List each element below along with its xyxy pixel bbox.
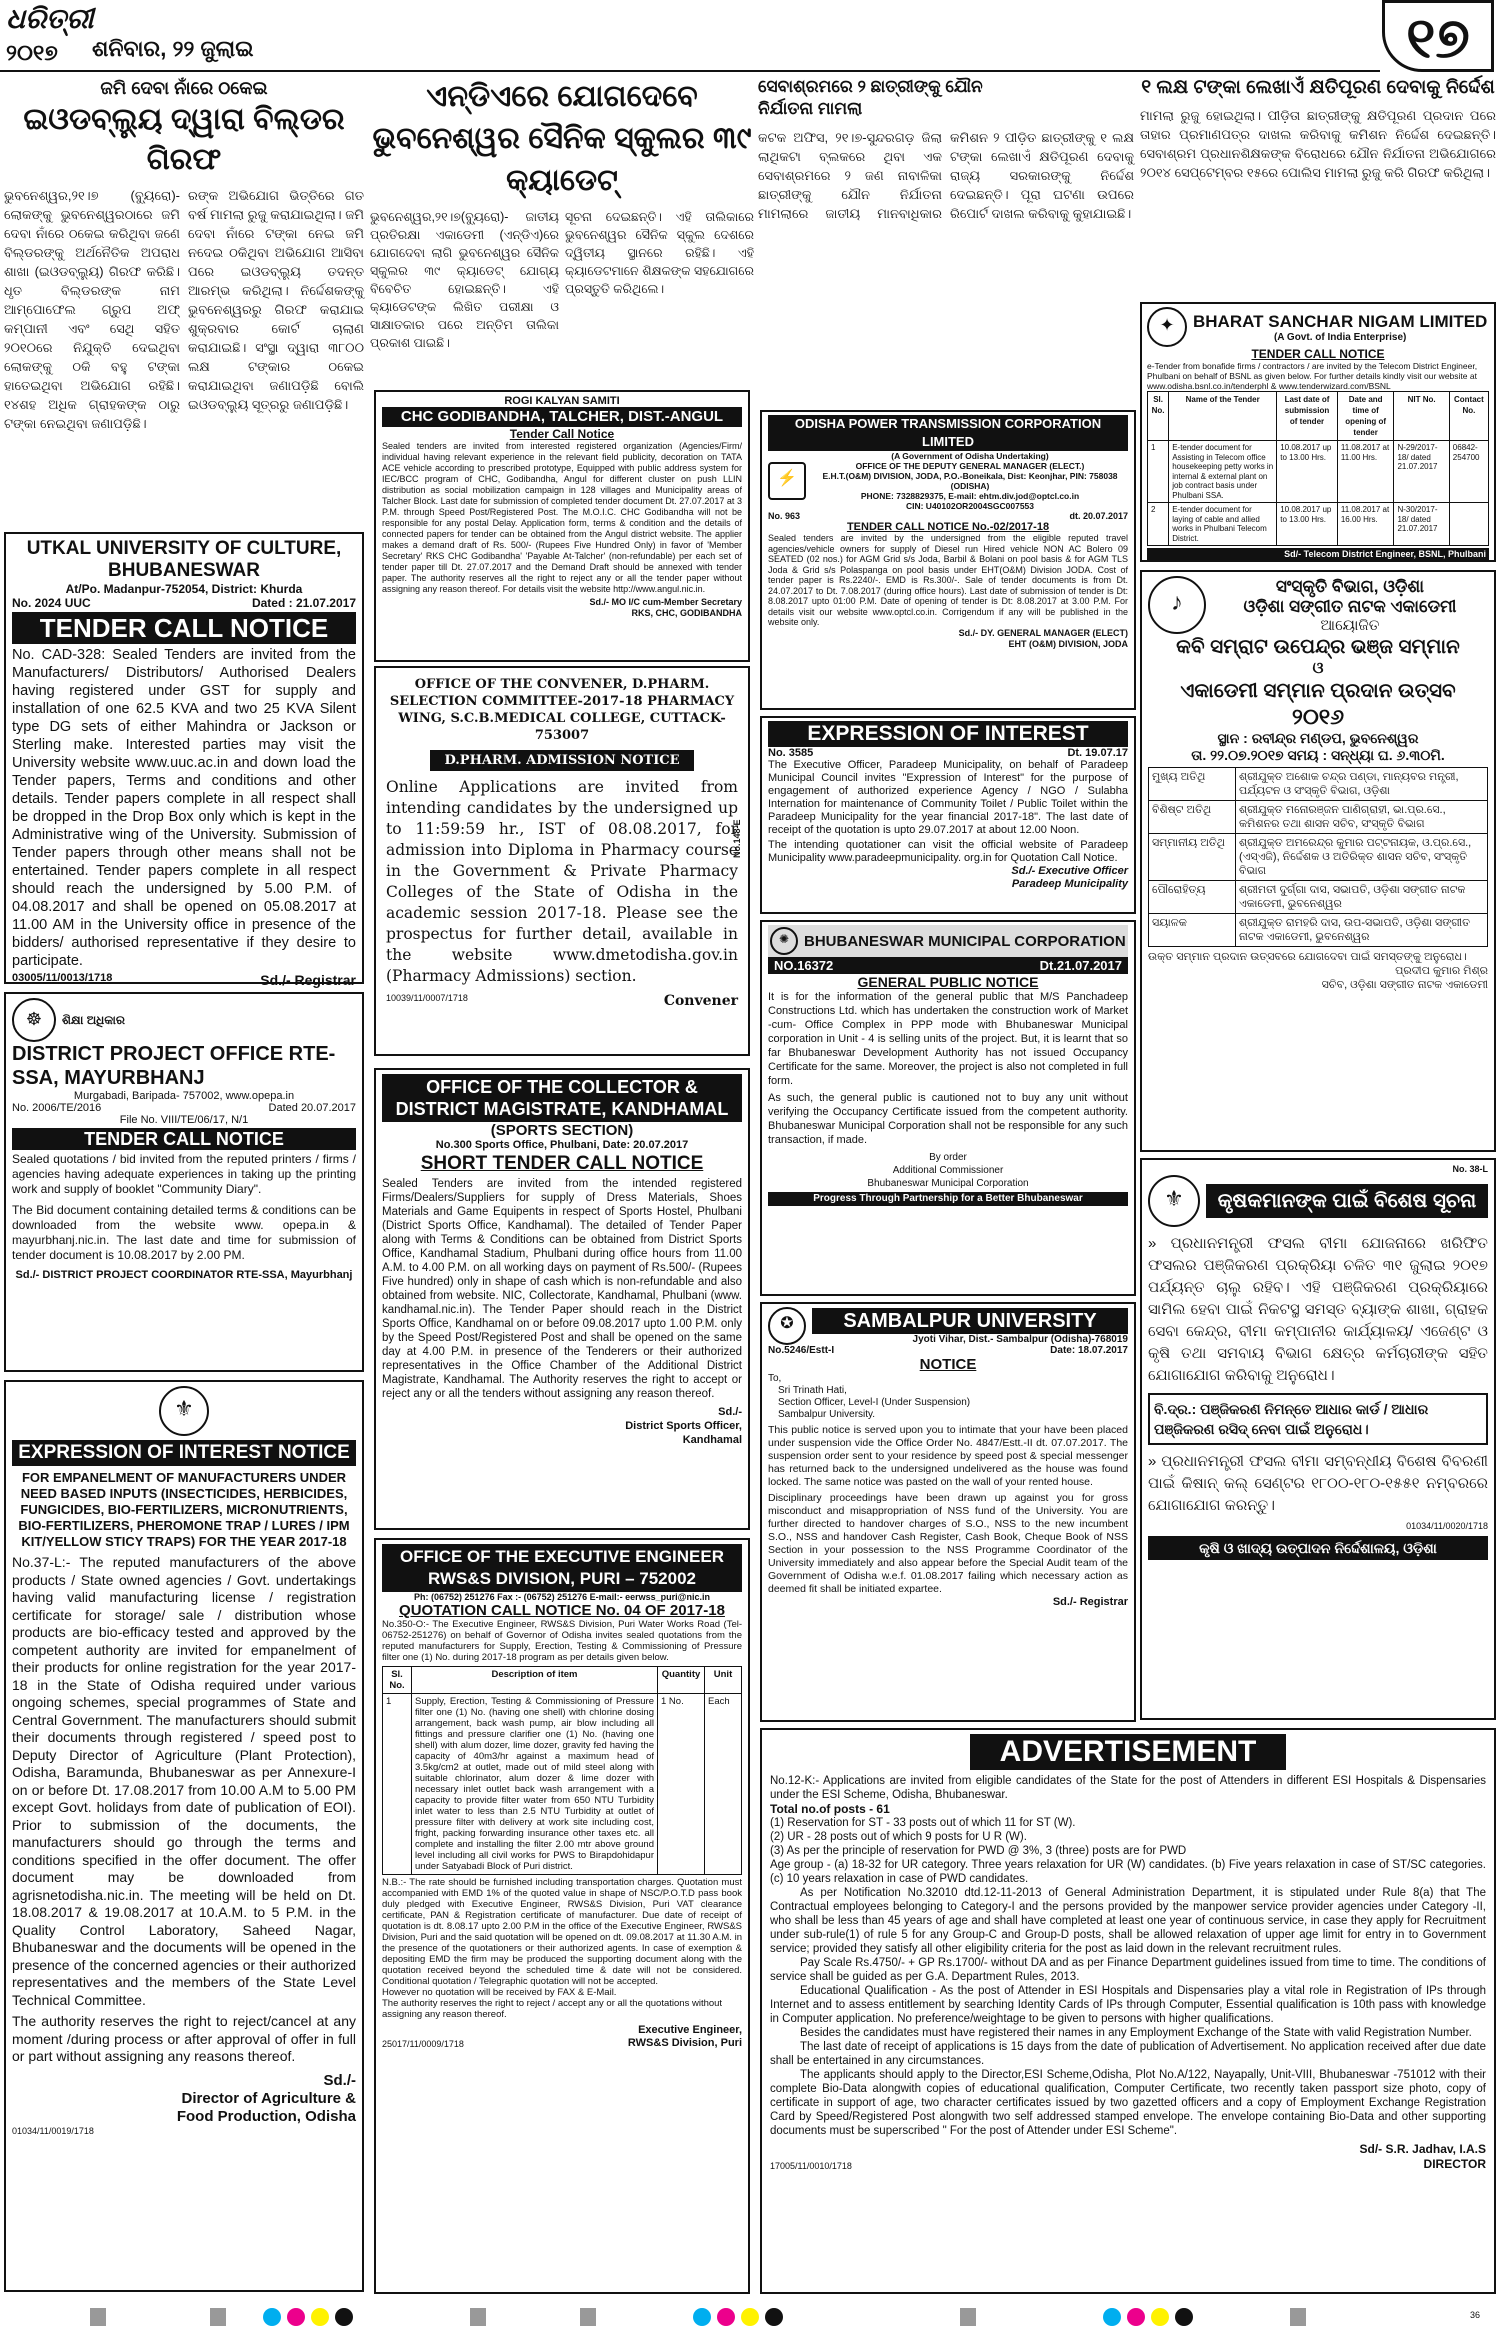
table-cell: ମୁଖ୍ୟ ଅତିଥି	[1149, 768, 1236, 801]
addressee: To,	[768, 1373, 782, 1384]
grey-swatch	[470, 2308, 486, 2326]
table-cell: 2	[1148, 503, 1169, 546]
ad-code: 25017/11/0009/1718	[382, 2039, 464, 2049]
table-cell: ବିଶିଷ୍ଟ ଅତିଥି	[1149, 801, 1236, 834]
ad-signature: Sd/- S.R. Jadhav, I.A.S	[1359, 2142, 1486, 2156]
table-cell: ଶ୍ରୀମତୀ ଦୁର୍ଗ୍ଗା ଦାସ, ସଭାପତି, ଓଡ଼ିଶା ସଙ୍ଗୀତ ନାଟକ ଏକାଡେମୀ, ଭୁବନେଶ୍ୱର	[1236, 881, 1488, 914]
award-conj: ଓ	[1312, 660, 1324, 677]
event-venue: ସ୍ଥାନ : ରବୀନ୍ଦ୍ର ମଣ୍ଡପ, ଭୁବନେଶ୍ୱର	[1217, 730, 1419, 746]
ad-title: ODISHA POWER TRANSMISSION CORPORATION LIMITED	[768, 415, 1128, 451]
table-cell: 06842-254700	[1449, 441, 1488, 503]
table-cell: ଶ୍ରୀଯୁକ୍ତ ଅମରେନ୍ଦ୍ର କୁମାର ପଟ୍ଟନାୟକ, ଓ.ପ୍ର.ସେ., (ଏସ୍‌ଏଜି), ନିର୍ଦ୍ଦେଶକ ଓ ଅତିରିକ୍ତ ଶାସନ ସଚିବ, ସଂସ୍କୃତି ବିଭାଗ	[1236, 834, 1488, 881]
ad-date: dt. 20.07.2017	[1069, 511, 1128, 521]
ad-eoi-agriculture	[4, 1380, 364, 2292]
ad-date: Dt.21.07.2017	[1039, 958, 1122, 973]
notice-heading: TENDER CALL NOTICE	[1251, 347, 1385, 361]
ad-footer: କୃଷି ଓ ଖାଦ୍ୟ ଉତ୍ପାଦନ ନିର୍ଦ୍ଦେଶାଳୟ, ଓଡ଼ିଶା	[1148, 1536, 1488, 1560]
ad-dpharm-admission	[374, 666, 750, 1056]
table-row	[1149, 881, 1488, 914]
ad-body: Sealed quotations / bid invited from the reputed printers / firms / agencies having adequate experiences in taking up the printing work and supply of booklet "Community Diary".	[12, 1152, 356, 1196]
table-cell: ଶ୍ରୀଯୁକ୍ତ ଅଶୋକ ଚନ୍ଦ୍ର ପଣ୍ଡା, ମାନ୍ୟବର ମନ୍ତ୍ରୀ, ପର୍ଯ୍ୟଟନ ଓ ସଂସ୍କୃତି ବିଭାଗ, ଓଡ଼ିଶା	[1236, 768, 1488, 801]
ad-subtitle: CIN: U40102OR2004SGC007553	[905, 501, 1035, 511]
table-cell: 10.08.2017 up to 13.00 Hrs.	[1277, 441, 1338, 503]
ad-signature: Additional Commissioner	[892, 1165, 1004, 1176]
ad-body: The Bid document containing detailed terms & conditions can be downloaded from the website www. opepa.in & mayurbhanj.nic.in. The last date and time for submission of tender document is 10.08.2017 by 2.00 PM.	[12, 1203, 356, 1262]
ad-signature: RWS&S Division, Puri	[627, 2037, 742, 2049]
ad-body: This public notice is served upon you to intimate that your have been placed under suspension vide the Office Order No. 4847/Estt.-II dt. 07.07.2017. The suspension order sent to your residence by speed post & special messenger has returned back to the undersigned undelivered as the house was found locked. The same notice was pasted on the wall of your rented house.	[768, 1424, 1128, 1488]
ad-address: At/Po. Madanpur-752054, District: Khurda	[65, 582, 303, 596]
ad-body: » ପ୍ରଧାନମନ୍ତ୍ରୀ ଫସଲ ବୀମା ଯୋଜନାରେ ଖରିଫିତ ଫସଲର ପଞ୍ଜିକରଣ ପ୍ରକ୍ରିୟା ଚଳିତ ୩୧ ଜୁଲାଇ ୨୦୧୭ ପର୍ଯ୍ୟନ୍ତ ଚାଲୁ ରହିବ। ଏହି ପଞ୍ଜିକରଣ ପ୍ରକ୍ରିୟାରେ ସାମିଲ ହେବା ପାଇଁ ନିକଟସ୍ଥ ସମସ୍ତ ବ୍ୟାଙ୍କ ଶାଖା, ଗ୍ରାହକ ସେବା କେନ୍ଦ୍ର, ବୀମା କମ୍ପାନୀର କାର୍ଯ୍ୟାଳୟ/ ଏଜେଣ୍ଟ ଓ କୃଷି ତଥା ସମବାୟ ବିଭାଗ କ୍ଷେତ୍ର କର୍ମଚାରୀଙ୍କ ସହିତ ଯୋଗାଯୋଗ କରିବାକୁ ଅନୁରୋଧ।	[1148, 1235, 1488, 1384]
ad-body: As such, the general public is cautioned not to buy any unit without verifying the Occupancy Certificate issued from the competent authority. Bhubaneswar Municipal Corporation shall not be responsible for any such transaction, if made.	[768, 1092, 1128, 1146]
ad-total-posts: Total no.of posts - 61	[770, 1802, 890, 1816]
ad-signature: Sd./- Registrar	[260, 972, 356, 988]
black-dot	[1175, 2308, 1193, 2326]
ad-body: » ପ୍ରଧାନମନ୍ତ୍ରୀ ଫସଲ ବୀମା ସମ୍ବନ୍ଧୀୟ ବିଶେଷ ବିବରଣୀ ପାଇଁ କିଷାନ୍ କଲ୍ ସେଣ୍ଟର ୧୮୦୦-୧୮୦-୧୫୫୧ ନମ୍ବରରେ ଯୋଗାଯୋଗ କରନ୍ତୁ।	[1148, 1453, 1488, 1514]
table-cell: E-tender document for laying of cable and allied works in Phulbani Telecom District.	[1169, 503, 1277, 546]
story-compensation	[1140, 76, 1496, 276]
ad-body: However no quotation will be received by FAX & E-Mail.	[382, 1987, 617, 1998]
ad-optcl	[760, 410, 1136, 710]
award-name: ଏକାଡେମୀ ସମ୍ମାନ ପ୍ରଦାନ ଉତ୍ସବ	[1180, 680, 1456, 702]
story-body: ରଙ୍କ ଅଭିଯୋଗ ଭିତ୍ତିରେ ଗତ ବର୍ଷ ମାମଲା ରୁଜୁ କରାଯାଇଥିଲା। ଜମି ଦେବା ନାଁରେ ଟଙ୍କା ନେଇ ଜମି ନଦେଇ ଠକିଥିବା ଅଭିଯୋଗ ଆସିବା ପରେ ଇଓଡବ୍ଲ୍ୟୁ ତଦନ୍ତ ଆରମ୍ଭ କରିଥିଲା। ନିର୍ଦ୍ଦେଶକଙ୍କୁ ଭୁବନେଶ୍ୱରରୁ ଗିରଫ କରାଯାଇ ଶୁକ୍ରବାର କୋର୍ଟ ଚାଲାଣ କରାଯାଇଛି। ସଂସ୍ଥା ଦ୍ୱାରା ୩୮୦୦ ଲକ୍ଷ ଟଙ୍କାର ଠକେଇ କରାଯାଇଥିବା ଜଣାପଡ଼ିଛି ବୋଲି ଇଓଡବ୍ଲ୍ୟୁ ସୂତ୍ରରୁ ଜଣାପଡ଼ିଛି।	[188, 188, 364, 412]
ad-ref-no: No. 2024 UUC	[12, 596, 91, 610]
table-row	[1149, 914, 1488, 947]
ad-file-no: File No. VIII/TE/06/17, N/1	[119, 1114, 249, 1126]
ad-code: 01034/11/0019/1718	[12, 2125, 94, 2136]
academy-emblem-icon: ♪	[1148, 576, 1206, 634]
award-year: ୨୦୧୬	[1291, 704, 1345, 729]
ad-subtitle: E.H.T.(O&M) DIVISION, JODA, P.O.-Boneikala, Dist: Keonjhar, PIN: 758038 (ODISHA)	[822, 471, 1118, 491]
story-headline: ୧ ଲକ୍ଷ ଟଙ୍କା ଲେଖାଏଁ କ୍ଷତିପୂରଣ ଦେବାକୁ ନିର୍ଦ୍ଦେଶ	[1141, 77, 1495, 98]
ad-chc-godibandha	[374, 390, 750, 662]
table-cell: ଶ୍ରୀଯୁକ୍ତ ମନୋରଞ୍ଜନ ପାଣିଗ୍ରାହୀ, ଭା.ପ୍ର.ସେ., କମିଶନର ତଥା ଶାସନ ସଚିବ, ସଂସ୍କୃତି ବିଭାଗ	[1236, 801, 1488, 834]
ad-ref-no: NO.16372	[774, 958, 834, 973]
grey-swatch	[210, 2308, 226, 2326]
print-registration-strip	[0, 2300, 1500, 2335]
page-mark: 36	[1470, 2310, 1481, 2320]
cmyk-dots	[690, 2308, 790, 2328]
ad-signature: ସଚିବ, ଓଡ଼ିଶା ସଙ୍ଗୀତ ନାଟକ ଏକାଡେମୀ	[1321, 979, 1488, 991]
notice-heading: Tender Call Notice	[509, 427, 615, 441]
ad-signature: Convener	[663, 993, 738, 1009]
ad-signature: By order	[929, 1152, 967, 1163]
notice-heading: NOTICE	[919, 1356, 977, 1373]
ad-body: Educational Qualification - As the post of Attender in ESI Hospitals and Dispensaries play a vital role in Registration of IPs through Internet and to assess entitlement by searching Identity Cards of IPs through Computer, Essential qualification is 10th pass with knowledge in Computer application. No preference/weightage to be given to persons with higher qualifications.	[770, 1985, 1486, 2025]
grey-swatch	[580, 2308, 596, 2326]
ad-body: Besides the candidates must have registered their names in any Employment Exchange of the State with valid Registration Number.	[800, 2027, 1472, 2039]
ad-signature: Sd./- Executive Officer	[1011, 865, 1128, 877]
yellow-dot	[1151, 2308, 1169, 2326]
ad-title: UTKAL UNIVERSITY OF CULTURE, BHUBANESWAR	[26, 538, 342, 581]
ad-side-no: No.148-E	[732, 819, 742, 858]
ad-title: SAMBALPUR UNIVERSITY	[812, 1308, 1128, 1334]
ad-signature: Sd/- Telecom District Engineer, BSNL, Phulbani	[1147, 548, 1489, 560]
notice-heading: D.PHARM. ADMISSION NOTICE	[430, 750, 693, 771]
tender-table	[1147, 391, 1489, 546]
table-header: Last date of submission of tender	[1277, 392, 1338, 441]
story-kicker: ଜମି ଦେବା ନାଁରେ ଠକେଇ	[100, 78, 268, 98]
notice-heading: TENDER CALL NOTICE	[12, 1128, 356, 1150]
black-dot	[335, 2308, 353, 2326]
story-arrest	[4, 76, 364, 530]
ad-body: No.350-O:- The Executive Engineer, RWS&S Division, Puri Water Works Road (Tel- 06752-251276) on behalf of Governor of Odisha invites sealed quotations from the reputed manufacturers for Supply, Erection, Testing & Commissioning of Pressure filter one (1) No. during 2017-18 program as per details given below.	[382, 1619, 742, 1663]
ad-bmc-notice	[760, 920, 1136, 1296]
ad-ref-no: No.5246/Estt-I	[768, 1345, 835, 1356]
table-header: Contact No.	[1449, 392, 1488, 441]
ad-body: The authority reserves the right to reject / accept any or all the quotations without assigning any reason thereof.	[382, 1998, 723, 2020]
ad-signature: DIRECTOR	[1423, 2157, 1486, 2171]
ad-body: No.37-L:- The reputed manufacturers of the above products / State owned agencies / Govt. undertakings having valid manufacturing license / registration certificate for storage/ sale / distribution whose products are bio-efficacy tested and approved by the competent authority are invited for empanelment of their products for online registration for the year 2017-18 in the State of Odisha required under various ongoing schemes, special programmes of State and Central Government. The manufacturers should submit their documents through registered / speed post to Deputy Director of Agriculture (Plant Protection), Odisha, Baramunda, Bhubaneswar as per Annexure-I on or before Dt. 17.08.2017 from 10.00 A.M to 5.00 PM except Govt. holidays from date of publication of EOI). Prior to submission of the documents, the manufacturers should go through the terms and conditions specified in the offer document. The offer document may be downloaded from agrisnetodisha.nic.in. The meeting will be held on Dt. 18.08.2017 & 19.08.2017 at 10.A.M. to 5 P.M. in the Quality Control Laboratory, Saheed Nagar, Bhubaneswar and the documents will be opened in the presence of the concerned agencies or their authorized representatives and the members of the State Level Technical Committee.	[12, 1554, 356, 2008]
ad-date: Dated : 21.07.2017	[251, 596, 356, 610]
ad-note: ବି.ଦ୍ର.: ପଞ୍ଜିକରଣ ନିମନ୍ତେ ଆଧାର କାର୍ଡ / ଆଧାର ପଞ୍ଜିକରଣ ରସିଦ୍ ନେବା ପାଇଁ ଅନୁରୋଧ।	[1148, 1393, 1488, 1445]
ad-list-item: (2) UR - 28 posts out of which 9 posts for U R (W).	[770, 1831, 1027, 1843]
magenta-dot	[287, 2308, 305, 2326]
table-row	[383, 1694, 742, 1875]
ad-signature: EHT (O&M) DIVISION, JODA	[1008, 638, 1128, 649]
ad-collector-kandhamal	[374, 1068, 750, 1530]
ad-address: Murgabadi, Baripada- 757002, www.opepa.in	[73, 1090, 295, 1102]
quotation-table	[382, 1666, 742, 1875]
ad-signature: Sd./- DISTRICT PROJECT COORDINATOR RTE-SSA, Mayurbhanj	[15, 1269, 353, 1281]
ad-signature: Sd./- MO I/C cum-Member Secretary	[589, 597, 742, 607]
logo-label: ଶିକ୍ଷା ଅଧିକାର	[62, 1012, 125, 1027]
ad-ref-no: No. 38-L	[1452, 1164, 1488, 1174]
table-cell: 1 No.	[658, 1694, 705, 1875]
black-dot	[765, 2308, 783, 2326]
story-body: ଭୁବନେଶ୍ୱର,୨୧।୭(ବ୍ୟୁରୋ)- ଜାତୀୟ ପ୍ରତିରକ୍ଷା ଏକାଡେମୀ (ଏନ୍‌ଡିଏ)ରେ ଯୋଗଦେବା ଲାଗି ଭୁବନେଶ୍ୱର ସୈନିକ ସ୍କୁଲର ୩୯ କ୍ୟାଡେଟ୍ ଯୋଗ୍ୟ ବିବେଚିତ ହୋଇଛନ୍ତି। ଏହି କ୍ୟାଡେଟଙ୍କ ଲିଖିତ ପରୀକ୍ଷା ଓ ସାକ୍ଷାତକାର ପରେ ଅନ୍ତିମ ତାଲିକା ପ୍ରକାଶ ପାଇଛି।	[370, 210, 559, 350]
ad-body: N.B.:- The rate should be furnished including transportation charges. Quotation must accompanied with EMD 1% of the quoted value in shape of NSC/P.O.T.D pass book duly pledged with Executive Engineer, RWS&S Division, Puri VAT clearance certificate, PAN & Registration certificate of manufacturer. Due date of receipt of quotation is dt. 8.08.17 upto 2.00 P.M in the office of the Executive Engineer, RWS&S Division, Puri and the said quotation will be opened on dt. 09.08.2017 at 11.30 A.M. in the presence of the quotationers or their authorized agents. In case of exemption & depositing EMD the firm may be produced the supporting document along with the quotation received beyond the scheduled time & date will not be considered. Conditional quotation / Telegraphic quotation will not be accepted.	[382, 1877, 742, 1987]
ad-list-item: (1) Reservation for ST - 33 posts out of which 11 for ST (W).	[770, 1817, 1076, 1829]
ad-org: ROGI KALYAN SAMITI	[504, 395, 620, 407]
grey-swatch	[960, 2308, 976, 2326]
ad-date: Dt. 19.07.17	[1067, 747, 1128, 759]
story-headline: ଇଓଡବ୍ଲ୍ୟୁ ଦ୍ୱାରା ବିଲ୍ଡର ଗିରଫ	[23, 103, 345, 176]
ad-sambalpur-university	[760, 1302, 1136, 1722]
ad-title: BHARAT SANCHAR NIGAM LIMITED	[1193, 311, 1488, 331]
ad-body: Sealed tenders are invited from interested registered organization (Agencies/Firm/ individual having relevant experience in the relevant field publicity, decoration on TATA ACE vehicle according to prescribed prototype, Equipped with public address system for IEC/BCC program of CHC, Godibandha, Angul for different cluster on push LLIN distribution as social mobilization campaign in 128 villages and Municipality areas of Talcher Block. Last date for submission of completed tender document Dt. 27.07.2017 at 3 P.M. through Speed Post/Registered Post. The M.O.I.C. CHC Godibandha will not be responsible for any postal Delay. Application form, terms & condition and the details of connected papers for tender can be obtained from the Angul district website. The applier makes a demand draft of Rs. 500/- (Rupees Five Hundred Only) in favor of 'Member Secretary' RKS CHC Godibandha' 'Payable At-Talcher' (non-refundable) per each set of tender paper till Dt. 27.07.2017 and the Demand Draft should be annexed with tender paper. The authority reserves all the right to reject any or all the tender paper without assigning any reason thereof. For details visit the website http://www.angul.nic.in.	[382, 441, 742, 594]
ad-title: CHC GODIBANDHA, TALCHER, DIST.-ANGUL	[382, 407, 742, 427]
grey-swatch	[90, 2308, 106, 2326]
table-header: Description of item	[412, 1667, 658, 1694]
notice-heading: GENERAL PUBLIC NOTICE	[857, 974, 1039, 990]
ad-signature: RKS, CHC, GODIBANDHA	[631, 608, 742, 618]
edition-year: ୨୦୧୭	[6, 40, 58, 65]
ad-ref-no: No. 2006/TE/2016	[12, 1102, 102, 1114]
table-header: Sl. No.	[383, 1667, 412, 1694]
award-name: କବି ସମ୍ରାଟ ଉପେନ୍ଦ୍ର ଭଞ୍ଜ ସମ୍ମାନ	[1176, 636, 1460, 658]
cmyk-dots	[260, 2308, 360, 2328]
table-row	[1149, 834, 1488, 881]
table-row	[1149, 768, 1488, 801]
ad-date: Date: 18.07.2017	[1050, 1345, 1128, 1356]
ad-body: The applicants should apply to the Director,ESI Scheme,Odisha, Plot No.A/122, Nayapally, Unit-VIII, Bhubaneswar -751012 with their complete Bio-Data alongwith copies of educational qualification, Computer Certificate, two recently taken passport size photo, copy of certificate in support of age, two character certificates issued by two gazetted officers and a copy of Employment Exchange Registration Card by Speed/Registered Post alongwith two self addressed stamped envelope. The envelope containing Bio-Data and other supporting documents must be superscribed " For the post of Attender under ESI Scheme".	[770, 2069, 1486, 2137]
ad-body: The last date of receipt of applications is 15 days from the date of publication of Advertisement. No application received after due date shall be entertained in any circumstances.	[770, 2041, 1486, 2067]
guests-table	[1148, 767, 1488, 947]
grey-swatch	[1290, 2308, 1306, 2326]
table-cell: 1	[383, 1694, 412, 1875]
ad-subtitle: (A Government of Odisha Undertaking)	[891, 451, 1049, 461]
table-row	[1148, 503, 1489, 546]
table-cell: E-tender document for Assisting in Telecom office housekeeping petty works in internal & external plant on job contract basis under Phulbani SSA.	[1169, 441, 1277, 503]
ad-body: Pay Scale Rs.4750/- + GP Rs.1700/- without DA and as per Finance Department guidelines issued from time to time. The conditions of service shall be guided as per G.A. Department Rules, 2013.	[770, 1957, 1486, 1983]
table-header: NIT No.	[1394, 392, 1449, 441]
ad-signature: Sd./-	[323, 2071, 356, 2089]
table-cell: 10.08.2017 up to 13.00 Hrs.	[1277, 503, 1338, 546]
story-ndaa	[370, 76, 754, 386]
ad-ref-no: No.300 Sports Office, Phulbani, Date: 20.07.2017	[435, 1139, 689, 1151]
table-header: Quantity	[658, 1667, 705, 1694]
ad-body: No. CAD-328: Sealed Tenders are invited from the Manufacturers/ Distributors/ Authorised Dealers having registered under GST for supply and installation of one 62.5 KVA and two 25 KVA Silent type DG sets of either Mahindra or Jackson or Sterling make. Interested parties may visit the University website www.uuc.ac.in and down load the Tender papers, Terms and conditions and other details. Tender papers complete in all respect shall be dropped in the Drop Box only which is kept in the Administrative wing of the University. Submission of Tender papers through other means shall not be entertained. Tender papers complete in all respect should reach the undersigned by 5.00 P.M. of 04.08.2017 and shall be opened on 05.08.2017 at 11.00 AM in the University office in presence of the bidders/ authorised representative if they desire to participate.	[12, 647, 356, 969]
table-header: Sl. No.	[1148, 392, 1169, 441]
ad-list-item: (3) As per the principle of reservation for PWD @ 3%, 3 (three) posts are for PWD	[770, 1845, 1187, 1857]
ad-body: The intending quotationer can visit the official website of Paradeep Municipality www.paradeepmunicipality. org.in for Quotation Call Notice.	[768, 839, 1128, 864]
ad-contact: Ph: (06752) 251276 Fax :- (06752) 251276 E-mail:- eerwss_puri@nic.in	[414, 1592, 710, 1602]
ad-signature: Kandhamal	[682, 1434, 742, 1446]
notice-heading: TENDER CALL NOTICE	[12, 612, 356, 644]
table-cell: ସମ୍ମାନୀୟ ଅତିଥି	[1149, 834, 1236, 881]
ad-section: (SPORTS SECTION)	[490, 1122, 634, 1139]
table-row	[1148, 441, 1489, 503]
story-headline: ସେବାଶ୍ରମରେ ୨ ଛାତ୍ରୀଙ୍କୁ ଯୌନ ନିର୍ଯାତନା ମାମଲା	[758, 77, 983, 118]
table-cell: 1	[1148, 441, 1169, 503]
ad-body: Disciplinary proceedings have been drawn up against you for gross misconduct and misappropriation of NSS fund of the University. You are further directed to handover charges of S.O., NSS to the new incumbent S.O., NSS and handover Cash Register, Cash Book, Cheque Book of NSS Section in your possession to the NSS Programme Coordinator of the University immediately and also appear before the Special Audit team of the Government of Odisha w.e.f. 01.08.2017 failing which necessary action as deemed fit shall be initiated expartee.	[768, 1492, 1128, 1595]
ad-signature: Executive Engineer,	[638, 2024, 742, 2036]
story-harassment	[758, 76, 1134, 406]
ad-subtitle: FOR EMPANELMENT OF MANUFACTURERS UNDER NEED BASED INPUTS (INSECTICIDES, HERBICIDES, FUNGICIDES, BIO-FERTILIZERS, MICRONUTRIENTS, BIO-FERTILIZERS, PHEROMONE TRAP / LURES / IPM KIT/YELLOW STICY TRAPS) FOR THE YEAR 2017-18	[18, 1470, 350, 1549]
ad-signature: District Sports Officer,	[625, 1420, 742, 1432]
ad-signature: Food Production, Odisha	[176, 2107, 356, 2125]
table-cell	[1449, 503, 1488, 546]
notice-heading: EXPRESSION OF INTEREST	[768, 721, 1128, 747]
magenta-dot	[1127, 2308, 1145, 2326]
cyan-dot	[263, 2308, 281, 2326]
ad-signature: Director of Agriculture &	[181, 2089, 356, 2107]
odisha-emblem-icon: ⚜	[1148, 1175, 1200, 1227]
addressee: Sambalpur University.	[778, 1409, 876, 1420]
ad-date: Dated 20.07.2017	[268, 1102, 356, 1114]
ad-body: Sealed tenders are invited by the undersigned from the eligible reputed travel agencies/vehicle owners for supply of Diesel run Hired vehicle NON AC Bolero 09 SEATED (02 nos.) for AGM Grid s/s Joda, Barbil & Bolani on pool basis & for AGM TLS Joda & Grid s/s Polaspanga on pool basis under EHT(O&M) Division JODA. Cost of tender paper is Rs.2240/-. EMD is Rs.300/-. Sale of tender documents is from Dt. 24.07.2017 to Dt. 7.08.2017 (during office hours). Last date of submission of tender is Dt: 8.08.2017 upto 01:00 P.M. Date of opening of tender is Dt: 8.08.2017 at 3.00 P.M. For details visit our website www.optcl.co.in. Corrigendum if any will be published in the website only.	[768, 533, 1128, 627]
ad-code: 10039/11/0007/1718	[386, 993, 468, 1003]
ad-address: Jyoti Vihar, Dist.- Sambalpur (Odisha)-768019	[912, 1333, 1128, 1345]
ad-title: OFFICE OF THE EXECUTIVE ENGINEER RWS&S DIVISION, PURI – 752002	[382, 1544, 742, 1592]
ad-utkal-university	[4, 532, 364, 988]
ad-body: Sealed Tenders are invited from the intended registered Firms/Dealers/Suppliers for supply of Dress Materials, Shoes Materials and Game Equipents in respect of Sports Hostel, Phulbani (District Sports Office, Kandhamal). The detailed of Tender Paper along with Terms & Conditions can be obtained from District Sports Office, Kandhamal Stadium, Phulbani during office hours from 11.00 A.M. to 4.00 P.M. on all working days on payment of Rs.500/- (Rupees Five hundred) only in shape of cash which is non-refundable and also obtained from website. NIC, Collectorate, Kandhamal, Phulbani (www. kandhamal.nic.in). The Tender Paper should reach in the District Sports Office, Kandhamal on or before 09.08.2017 upto 1.00 P.M. only by the Speed Post/Registered Post and shall be opened on the same day at 4.00 P.M. in presence of the Tenderers or their authorized representatives in the Office Chamber of the Additional District Magistrate, Kandhamal. The Authority reserves the right to accept or reject any or all the tenders without assigning any reason thereof.	[382, 1178, 742, 1400]
ad-footer: ଉକ୍ତ ସମ୍ମାନ ପ୍ରଦାନ ଉତ୍ସବରେ ଯୋଗଦେବା ପାଇଁ ସମସ୍ତଙ୍କୁ ଅନୁରୋଧ।	[1148, 951, 1467, 963]
ad-signature: Bhubaneswar Municipal Corporation	[867, 1178, 1029, 1189]
ad-title: OFFICE OF THE COLLECTOR & DISTRICT MAGISTRATE, KANDHAMAL	[382, 1074, 742, 1122]
ad-farmers-notice	[1140, 1158, 1496, 1720]
odisha-emblem-icon: ⚜	[159, 1386, 209, 1436]
ad-title: OFFICE OF THE CONVENER, D.PHARM. SELECTION COMMITTEE-2017-18 PHARMACY WING, S.C.B.MEDICAL COLLEGE, CUTTACK-753007	[389, 677, 735, 743]
table-cell: N-29/2017-18/ dated 21.07.2017	[1394, 441, 1449, 503]
emblem-icon: ☸	[12, 998, 56, 1042]
bsnl-logo-icon: ✦	[1147, 307, 1187, 347]
table-header: Date and time of opening of tender	[1337, 392, 1394, 441]
ad-rwss-puri	[374, 1538, 750, 2294]
ad-title: BHUBANESWAR MUNICIPAL CORPORATION	[804, 932, 1126, 950]
ad-ref-no: No. 3585	[768, 747, 814, 759]
ad-subtitle: (A Govt. of India Enterprise)	[1273, 331, 1407, 343]
ad-signature: Sd./- DY. GENERAL MANAGER (ELECT)	[958, 627, 1128, 638]
notice-heading: SHORT TENDER CALL NOTICE	[420, 1153, 704, 1174]
ad-signature: Sd./- Registrar	[1052, 1596, 1128, 1608]
yellow-dot	[311, 2308, 329, 2326]
ad-title: DISTRICT PROJECT OFFICE RTE-SSA, MAYURBHANJ	[12, 1043, 336, 1089]
ad-dept: ସଂସ୍କୃତି ବିଭାଗ, ଓଡ଼ିଶା	[1275, 576, 1425, 596]
table-header: Unit	[705, 1667, 742, 1694]
optcl-logo-icon: ⚡	[768, 462, 806, 500]
ad-tagline: Progress Through Partnership for a Better Bhubaneswar	[768, 1192, 1128, 1206]
addressee: Sri Trinath Hati,	[778, 1385, 847, 1396]
notice-heading: ADVERTISEMENT	[970, 1734, 1287, 1770]
notice-heading: କୃଷକମାନଙ୍କ ପାଇଁ ବିଶେଷ ସୂଚନା	[1206, 1184, 1488, 1218]
table-cell: ସୟାଳକ	[1149, 914, 1236, 947]
ad-subtitle: OFFICE OF THE DEPUTY GENERAL MANAGER (ELECT.)	[855, 461, 1085, 471]
magenta-dot	[717, 2308, 735, 2326]
cyan-dot	[693, 2308, 711, 2326]
ad-sangeet-natak	[1140, 570, 1496, 1152]
cmyk-dots	[1100, 2308, 1200, 2328]
table-cell: Supply, Erection, Testing & Commissioning of Pressure filter one (1) No. (having one shell) with chlorine dosing arrangement, back wash pump, air blow including all fittings and pressure clarifier one (1) No. (having one shell) with alum dozer, lime dozer, gravity fed having the capacity of 40m3/hr against a maximum head of 3.5kg/cm2 at outlet, made out of mild steel along with suitable chlorinator, alum dozer & lime dozer with necessary inlet outlet back wash arrangement with a capacity to provide filter water from 650 NTU Turbidity inlet water to less than 2.5 NTU Turbidity at outlet of pressure filter with delivery at work site including cost, fright, packing forwarding insurance other taxes etc. all complete and installing the filter 2.00 mtr above ground level including all civil works for PWS to Birapdohidapur under Satyabadi Block of Puri district.	[412, 1694, 658, 1875]
ad-body: Age group - (a) 18-32 for UR category. Three years relaxation for UR (W) candidates. (b) Five years relaxation in case of ST/SC categories. (c) 10 years relaxation in case of PWD candidates.	[770, 1859, 1486, 1885]
ad-signature: Sd./-	[718, 1406, 742, 1418]
ad-ref-no: No. 963	[768, 511, 801, 521]
ad-body: The authority reserves the right to reject/cancel at any moment /during process or after approval of offer in full or part without assigning any reasons thereof.	[12, 2013, 356, 2064]
table-cell: ଶ୍ରୀଯୁକ୍ତ ରାମହରି ଦାସ, ଉପ-ସଭାପତି, ଓଡ଼ିଶା ସଙ୍ଗୀତ ନାଟକ ଏକାଡେମୀ, ଭୁବନେଶ୍ୱର	[1236, 914, 1488, 947]
table-cell: ପୌରୋହିତ୍ୟ	[1149, 881, 1236, 914]
story-body: ମାମଲା ରୁଜୁ ହୋଇଥିଲା। ପୀଡ଼ିତା ଛାତ୍ରୀଙ୍କୁ କ୍ଷତିପୂରଣ ପ୍ରଦାନ ପରେ ତାହାର ପ୍ରମାଣପତ୍ର ଦାଖଲ କରିବାକୁ କମିଶନ ନିର୍ଦ୍ଦେଶ ଦେଇଛନ୍ତି। ସେବାଶ୍ରମ ପ୍ରଧାନଶିକ୍ଷକଙ୍କ ବିରୋଧରେ ଯୌନ ନିର୍ଯାତନା ଅଭିଯୋଗରେ ୨୦୧୪ ସେପ୍ଟେମ୍ବର ୧୫ରେ ପୋଲିସ ମାମଲା ରୁଜୁ କରି ଗିରଫ କରିଥିଲା।	[1140, 108, 1496, 180]
ad-body: The Executive Officer, Paradeep Municipality, on behalf of Paradeep Municipal Council invites "Expression of Interest" for the purpose of engagement of authorized experience Agency / NGO / Sulabha Internation for maintenance of Community Toilet / Public Toilet within the Paradeep Municipality for the year financial 2017-18". The last date of receipt of the quotation is upto 29.07.2017 at about 12.00 Noon.	[768, 759, 1128, 836]
cyan-dot	[1103, 2308, 1121, 2326]
ad-subtitle: PHONE: 7328829375, E-mail: ehtm.div.jod@optcl.co.in	[860, 491, 1080, 501]
story-body: କଟକ ଅଫିସ, ୨୧।୭-ସୁନ୍ଦରଗଡ଼ ଜିଲା ଲାଥିକଟା ବ୍ଲକରେ ଥିବା ଏକ ସେବାଶ୍ରମରେ ୨ ଜଣ ନାବାଳିକା ଛାତ୍ରୀଙ୍କୁ ଯୌନ ନିର୍ଯାତନା ମାମଲାରେ ଜାତୀୟ ମାନବାଧିକାର କମିଶନ ୨ ପୀଡ଼ିତ ଛାତ୍ରୀଙ୍କୁ ୧ ଲକ୍ଷ ଟଙ୍କା ଲେଖାଏଁ କ୍ଷତିପୂରଣ ଦେବାକୁ ରାଜ୍ୟ ସରକାରଙ୍କୁ ନିର୍ଦ୍ଦେଶ ଦେଇଛନ୍ତି। ପୂରା ଘଟଣା ଉପରେ ରିପୋର୍ଟ ଦାଖଲ କରିବାକୁ କୁହାଯାଇଛି।	[758, 130, 1134, 221]
story-body: ସୂଚନା ଦେଇଛନ୍ତି। ଏହି ତାଲିକାରେ ଭୁବନେଶ୍ୱର ସୈନିକ ସ୍କୁଲ ଦେଶରେ ଦ୍ୱିତୀୟ ସ୍ଥାନରେ ରହିଛି। ଏହି କ୍ୟାଡେଟମାନେ ଶିକ୍ଷକଙ୍କ ସହଯୋଗରେ ପ୍ରସ୍ତୁତି କରିଥିଲେ।	[565, 210, 754, 296]
ad-code: 01034/11/0020/1718	[1406, 1521, 1488, 1531]
table-cell: 11.08.2017 at 11.00 Hrs.	[1337, 441, 1394, 503]
ad-body: No.12-K:- Applications are invited from eligible candidates of the State for the post of Attenders in different ESI Hospitals & Dispensaries under the ESI Scheme, Odisha, Bhubaneswar.	[770, 1775, 1486, 1801]
ad-signature: ପ୍ରଦୀପ କୁମାର ମିଶ୍ର	[1395, 965, 1488, 977]
ad-paradeep-eoi	[760, 716, 1136, 914]
ad-body: Online Applications are invited from intending candidates by the undersigned up to 11:59:59 hr., IST of 08.08.2017, for admission into Diploma in Pharmacy course in the Government & Private Pharmacy Colleges of the State of Odisha in the academic session 2017-18. Please see the prospectus for further detail, available in the website www.dmetodisha.gov.in (Pharmacy Admissions) section.	[386, 778, 738, 985]
table-cell: N-30/2017-18/ dated 21.07.2017	[1394, 503, 1449, 546]
brand-logo: ଧରିତ୍ରୀ	[6, 2, 94, 35]
ad-esi-advertisement	[760, 1728, 1496, 2294]
page-number: ୧୭	[1382, 0, 1494, 72]
notice-heading: TENDER CALL NOTICE No.-02/2017-18	[846, 521, 1050, 533]
bmc-logo-icon: ✺	[770, 927, 798, 955]
notice-heading: EXPRESSION OF INTEREST NOTICE	[12, 1440, 356, 1466]
ad-body: As per Notification No.32010 dtd.12-11-2013 of General Administration Department, it is stipulated under Rule 8(a) that The Contractual employees belonging to Category-I and the persons provided by the manpower service provider agencies under Category -II, who shall be less than 45 years of age and shall have completed at least one year of continuous service, in case they apply for Recruitment under sub-rule(1) of rule 5 for any Group-C and Group-D posts, shall be allowed relaxation of upper age limit for entry in to Government service; provided they satisfy all other eligibility criteria for the post as laid down in the relevant recruitment rules.	[770, 1887, 1486, 1955]
table-cell: 11.08.2017 at 16.00 Hrs.	[1337, 503, 1394, 546]
table-header: Name of the Tender	[1169, 392, 1277, 441]
ad-code: 03005/11/0013/1718	[12, 972, 113, 984]
table-cell: Each	[705, 1694, 742, 1875]
ad-body: e-Tender from bonafide firms / contractors / are invited by the Telecom District Engineer, Phulbani on behalf of BSNL as given below. For further details kindly visit our website at www.odisha.bsnl.co.in/tenderphl & www.tenderwizard.com/BSNL	[1147, 361, 1478, 391]
ad-title: ଓଡ଼ିଶା ସଙ୍ଗୀତ ନାଟକ ଏକାଡେମୀ	[1243, 596, 1457, 616]
addressee: Section Officer, Level-I (Under Suspension)	[778, 1397, 971, 1408]
university-emblem-icon: ✪	[768, 1307, 806, 1345]
yellow-dot	[741, 2308, 759, 2326]
notice-heading: QUOTATION CALL NOTICE No. 04 OF 2017-18	[399, 1602, 725, 1619]
ad-body: It is for the information of the general public that M/S Panchadeep Constructions Ltd. which has undertaken the construction work of Market -cum- Office Complex in PPP mode with Bhubaneswar Municipal corporation in Unit - 4 is selling units of the project. But, it is learnt that so far Bhubaneswar Development Authority has not issued Occupancy Certificate for the same. Moreover, the project is also not completed in full form.	[768, 991, 1128, 1087]
edition-date: ଶନିବାର, ୨୨ ଜୁଲାଇ	[92, 36, 254, 61]
event-datetime: ତା. ୨୨.୦୭.୨୦୧୭ ସମୟ : ସନ୍ଧ୍ୟା ଘ. ୬.୩୦ମି.	[1191, 747, 1445, 763]
table-row	[1149, 801, 1488, 834]
story-headline: ଏନ୍‌ଡିଏରେ ଯୋଗଦେବେ ଭୁବନେଶ୍ୱର ସୈନିକ ସ୍କୁଲର ୩୯ କ୍ୟାଡେଟ୍	[372, 80, 752, 197]
ad-signature: Paradeep Municipality	[1011, 878, 1128, 890]
story-body: ଭୁବନେଶ୍ୱର,୨୧।୭ (ବ୍ୟୁରୋ)- ଲୋକଙ୍କୁ ଭୁବନେଶ୍ୱରଠାରେ ଜମି ଦେବା ନାଁରେ ଠକେଇ କରିଥିବା ଜଣେ ବିଲ୍ଡରଙ୍କୁ ଅର୍ଥନୈତିକ ଅପରାଧ ଶାଖା (ଇଓଡବ୍ଲ୍ୟୁ) ଗିରଫ କରିଛି। ଧୃତ ବିଲ୍ଡରଙ୍କ ନାମ ଆମ୍ପୋଫେଲ ଗ୍ରୁପ ଅଫ୍ କମ୍ପାନୀ ଏବଂ ସେଥି ସହିତ ୨୦୧୦ରେ ନିଯୁକ୍ତି ଦେଇଥିବା ଲୋକଙ୍କୁ ଠକି ବହୁ ଟଙ୍କା ହାତେଇଥିବା ଅଭିଯୋଗ ରହିଛି। ୧୪ଶହ ଅଧିକ ଗ୍ରାହକଙ୍କ ଠାରୁ ଟଙ୍କା ନେଇଥିବା ଜଣାପଡ଼ିଛି।	[4, 188, 180, 431]
ad-code: 17005/11/0010/1718	[770, 2161, 852, 2171]
ad-subtitle: ଆୟୋଜିତ	[1320, 616, 1380, 634]
masthead-rule	[0, 70, 1380, 72]
ad-district-project-office	[4, 992, 364, 1372]
ad-bsnl-tender	[1140, 302, 1496, 562]
